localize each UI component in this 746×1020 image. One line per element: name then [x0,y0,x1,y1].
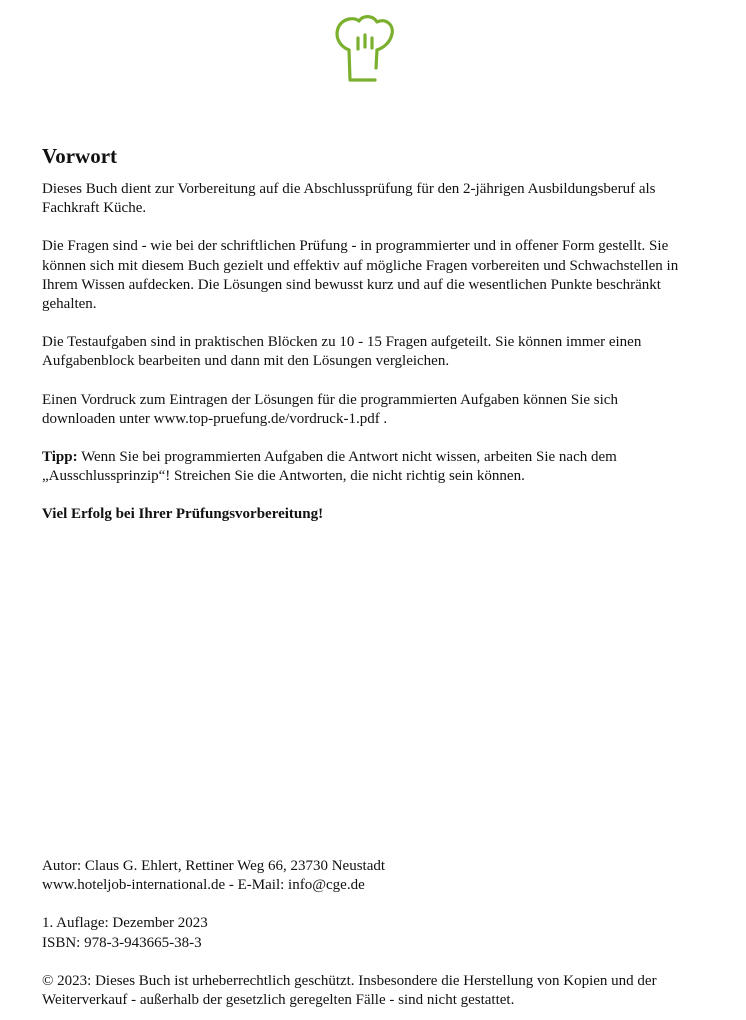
tip-paragraph [42,448,692,486]
author-line: Autor: Claus G. Ehlert, Rettiner Weg 66, 23730 Neustadt [42,858,386,874]
page-title: Vorwort [42,144,118,168]
tip-text: Wenn Sie bei programmierten Aufgaben die Antwort nicht wissen, arbeiten Sie nach dem „Ausschlussprinzip“! Streichen Sie die Antworten, die nicht richtig sein können. [42,449,617,485]
paragraph-blocks: Die Testaufgaben sind in praktischen Blöcken zu 10 - 15 Fragen aufgeteilt. Sie können immer einen Aufgabenblock bearbeiten und dann mit den Lösungen vergleichen. [42,334,642,370]
imprint [42,857,692,1010]
edition-line: 1. Auflage: Dezember 2023 [42,915,208,932]
tip-label: Tipp: [42,449,78,466]
closing-line: Viel Erfolg bei Ihrer Prüfungsvorbereitung! [42,506,324,523]
paragraph-questions: Die Fragen sind - wie bei der schriftlichen Prüfung - in programmierter und in offener Form gestellt. Sie können sich mit diesem Buch gezielt und effektiv auf mögliche Fragen vorbereiten und Schwachstellen in Ihrem Wissen aufdecken. Die Lösungen sind bewusst kurz und auf die wesentlichen Punkte beschränkt gehalten. [42,238,679,313]
chef-hat-icon [331,12,397,84]
copyright-notice: © 2023: Dieses Buch ist urheberrechtlich geschützt. Insbesondere die Herstellung von Kopien und der Weiterverkauf - außerhalb der gesetzlich geregelten Fälle - sind nicht gestattet. [42,972,657,1009]
web-line: www.hoteljob-international.de - E-Mail: info@cge.de [42,877,365,894]
paragraph-intro: Dieses Buch dient zur Vorbereitung auf die Abschlussprüfung für den 2-jährigen Ausbildungsberuf als Fachkraft Küche. [42,181,656,217]
isbn-line: ISBN: 978-3-943665-38-3 [42,934,202,951]
paragraph-download: Einen Vordruck zum Eintragen der Lösungen für die programmierten Aufgaben können Sie sich downloaden unter www.top-pruefung.de/vordruck-1.pdf . [42,391,618,427]
foreword [42,144,692,525]
